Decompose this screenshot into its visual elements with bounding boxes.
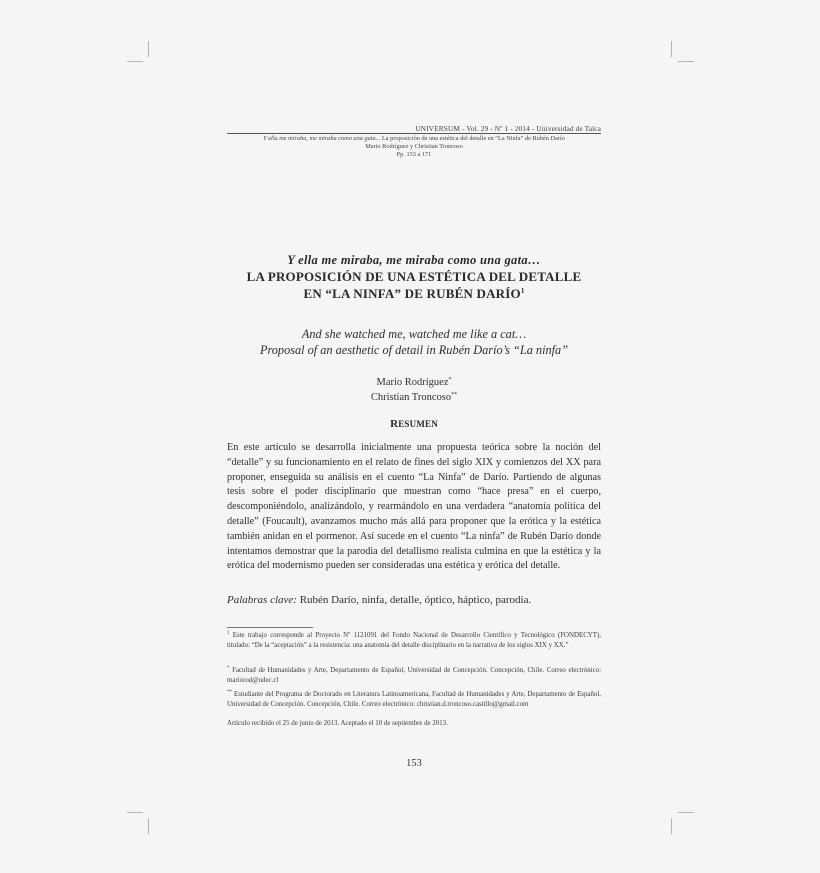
footnote-3-text: Estudiante del Programa de Doctorado en Literatura Latinoamericana, Facultad de Humanidades y Arte, Departamento de Español, Universidad de Concepción. Concepción, Chile. Correo electrónico: christian.d.troncoso.castillo@gmail.com	[227, 691, 601, 708]
author-list	[227, 375, 601, 405]
crop-mark-top-left-horizontal	[127, 61, 143, 62]
crop-mark-bottom-right-horizontal	[678, 812, 694, 813]
crop-mark-bottom-left-vertical	[148, 818, 149, 834]
crop-mark-top-right-vertical	[671, 41, 672, 57]
footnote-author-2	[227, 690, 601, 709]
running-head-authors: Mario Rodríguez y Christian Troncoso	[365, 143, 463, 150]
keywords-label: Palabras clave:	[227, 594, 297, 606]
author-2	[227, 390, 601, 405]
author-2-name: Christian Troncoso	[370, 392, 452, 403]
title-line-1: LA PROPOSICIÓN DE UNA ESTÉTICA DEL DETALLE	[246, 269, 582, 284]
footnote-author-1	[227, 666, 601, 685]
title-line-2	[227, 285, 601, 302]
crop-mark-top-right-horizontal	[678, 61, 694, 62]
author-1-footnote-marker[interactable]: *	[448, 377, 452, 383]
crop-mark-bottom-left-horizontal	[127, 812, 143, 813]
abstract-body: En este artículo se desarrolla inicialmente una propuesta teórica sobre la noción del “detalle” y su funcionamiento en el relato de fines del siglo XIX y comienzos del XX para proponer, enseguida su análisis en el cuento “La Ninfa” de Darío. Partiendo de algunas tesis sobre el poder disciplinario que muestran como “hace presa” en el cuerpo, descomponiéndolo, analizándolo, y rearmándolo en una verdadera “anatomía política del detalle” (Foucault), avanzamos mucho más allá para proponer que la erótica y la estética también anidan en el pormenor. Así sucede en el cuento “La ninfa” de Rubén Darío donde intentamos demostrar que la parodia del detallismo realista culmina en que la estética y la erótica del modernismo pueden ser consideradas una estética y erótica del detalle.	[227, 442, 601, 572]
crop-mark-bottom-right-vertical	[671, 818, 672, 834]
footnote-2-text: Facultad de Humanidades y Arte, Departamento de Español, Universidad de Concepción. Concepción, Chile. Correo electrónico: mariorod@udec.cl	[227, 667, 601, 684]
article-title-english	[227, 326, 601, 358]
author-1-name: Mario Rodríguez	[376, 377, 449, 388]
resumen-heading-initial: R	[390, 418, 399, 430]
title-line-2-text: EN “LA NINFA” DE RUBÉN DARÍO	[303, 286, 521, 301]
short-title-rest: La proposición de una estética del detalle en “La Ninfa” de Rubén Darío	[380, 135, 565, 142]
resumen-heading-rest: ESUMEN	[398, 419, 438, 429]
author-2-footnote-marker[interactable]: **	[451, 392, 458, 398]
title-footnote-marker[interactable]: 1	[520, 287, 525, 295]
journal-running-head: UNIVERSUM - Vol. 29 - Nº 1 - 2014 - Universidad de Talca	[415, 124, 601, 133]
footnote-rule	[227, 627, 313, 628]
article-dates	[227, 719, 601, 729]
footnote-2-marker: *	[227, 666, 230, 671]
footnote-1-marker: 1	[227, 631, 230, 636]
running-head-pages: Pp. 153 a 171	[396, 151, 432, 158]
keywords-values: Rubén Darío, ninfa, detalle, óptico, háptico, parodia.	[296, 594, 532, 606]
page-number: 153	[406, 758, 422, 769]
title-epigraph: Y ella me miraba, me miraba como una gata…	[287, 253, 541, 267]
keywords	[227, 593, 601, 607]
footnote-1	[227, 631, 601, 650]
author-1	[227, 375, 601, 390]
english-title-line-1: And she watched me, watched me like a cat…	[301, 327, 527, 341]
resumen-heading	[227, 418, 601, 430]
english-title-line-2: Proposal of an aesthetic of detail in Rubén Darío’s “La ninfa”	[259, 343, 569, 357]
article-title-spanish	[227, 252, 601, 302]
article-dates-text: Artículo recibido el 25 de junio de 2013. Aceptado el 10 de septiembre de 2013.	[227, 720, 448, 727]
crop-mark-top-left-vertical	[148, 41, 149, 57]
running-head-short-title	[227, 135, 601, 143]
running-head-rule	[227, 133, 601, 134]
footnote-3-marker: **	[227, 690, 232, 695]
short-title-italic: Y ella me miraba, me miraba como una gata...	[263, 135, 381, 142]
footnote-1-text: Este trabajo corresponde al Proyecto Nº 1121091 del Fondo Nacional de Desarrollo Científico y Tecnológico (FONDECYT), titulado: “De la “aceptación” a la resistencia: una anatomía del detalle disciplinario en la narrativa de los siglos XIX y XX.”	[227, 632, 601, 649]
